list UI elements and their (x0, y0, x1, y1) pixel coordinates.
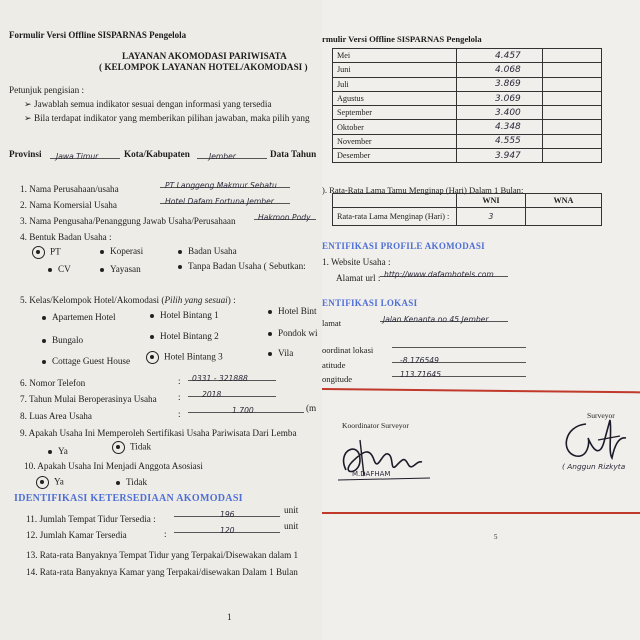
month-extra-cell[interactable] (543, 49, 602, 63)
option-tanpa-label: Tanpa Badan Usaha ( Sebutkan: (188, 261, 306, 271)
month-extra-cell[interactable] (543, 134, 602, 148)
heading-1: LAYANAN AKOMODASI PARIWISATA (122, 51, 287, 61)
option-badan-label: Badan Usaha (188, 246, 237, 256)
q4-label: 4. Bentuk Badan Usaha : (20, 232, 112, 242)
selected-radio-icon (36, 476, 49, 489)
q11-value: 196 (220, 510, 235, 519)
col-wni: WNI (457, 194, 526, 208)
bullet-icon (42, 316, 46, 320)
col-wna: WNA (525, 194, 601, 208)
longitude-label: ongitude (322, 374, 353, 384)
q12-unit: unit (284, 521, 299, 531)
form-title: rmulir Versi Offline SISPARNAS Pengelola (322, 34, 482, 44)
q8-unit: (m (306, 403, 317, 413)
bullet-icon (268, 332, 272, 336)
right-page (322, 0, 640, 640)
month-value: 3.400 (495, 107, 521, 118)
alamat-label: lamat (322, 318, 342, 328)
option-pt[interactable] (32, 246, 61, 259)
month-value: 4.348 (495, 122, 521, 133)
class-vila-label: Vila (278, 348, 294, 358)
table-row (333, 63, 602, 77)
q9-option-tidak[interactable] (112, 441, 151, 454)
instruction-1-text: Jawablah semua indikator sesuai dengan informasi yang tersedia (34, 99, 272, 109)
q1-value: PT Langgeng Makmur Sebatu (165, 181, 277, 190)
bullet-icon (268, 310, 272, 314)
q12-field[interactable] (174, 520, 280, 533)
class-bintang-2[interactable] (150, 331, 219, 342)
colon: : (178, 392, 181, 402)
table-row (333, 106, 602, 120)
city-value: Jember (209, 152, 236, 161)
q8-label: 8. Luas Area Usaha (20, 411, 92, 421)
signature-koordinator-name: M.DAFHAM (352, 470, 391, 478)
colon: : (178, 376, 181, 386)
q6-value: 0331 - 321888 (192, 374, 248, 383)
longitude-value: 113.71645 (400, 370, 442, 379)
selected-radio-icon (112, 441, 125, 454)
q10-option-tidak[interactable] (116, 477, 147, 488)
koordinat-label: oordinat lokasi (322, 345, 374, 355)
bullet-icon (178, 250, 182, 254)
colon: : (178, 409, 181, 419)
rata-table (332, 193, 602, 226)
rata-wni-cell[interactable] (457, 208, 526, 226)
month-value-cell[interactable] (457, 106, 543, 120)
section-lokasi: ENTIFIKASI LOKASI (322, 298, 418, 308)
red-divider-bottom (322, 512, 640, 514)
province-label: Provinsi (9, 149, 42, 159)
q13-label: 13. Rata-rata Banyaknya Tempat Tidur yang Terpakai/Disewakan dalam 1 (26, 550, 299, 560)
monthly-table (332, 48, 602, 163)
class-cottage-label: Cottage Guest House (52, 356, 131, 366)
month-extra-cell[interactable] (543, 106, 602, 120)
colon: : (164, 529, 167, 539)
month-label: November (333, 134, 457, 148)
q9-option-ya[interactable] (48, 446, 68, 457)
month-extra-cell[interactable] (543, 63, 602, 77)
table-row (333, 149, 602, 163)
class-bintang-2-label: Hotel Bintang 2 (160, 331, 219, 341)
option-tanpa-badan[interactable] (178, 261, 306, 272)
url-field[interactable] (380, 264, 508, 277)
month-label: Mei (333, 49, 457, 63)
rata-header-blank (333, 194, 457, 208)
bullet-icon (42, 339, 46, 343)
surveyor-label: Surveyor (587, 411, 615, 420)
bullet-icon (48, 268, 52, 272)
instruction-2 (24, 113, 310, 124)
q11-unit: unit (284, 505, 299, 515)
table-row (333, 120, 602, 134)
q9-tidak-label: Tidak (130, 441, 152, 452)
q-rata-label: ). Rata-Rata Lama Tamu Menginap (Hari) Dalam 1 Bulan: (322, 185, 524, 195)
month-value: 4.555 (495, 136, 521, 147)
q14-label: 14. Rata-rata Banyaknya Kamar yang Terpakai/disewakan Dalam 1 Bulan (26, 567, 298, 577)
q7-label: 7. Tahun Mulai Beroperasinya Usaha (20, 394, 157, 404)
q6-label: 6. Nomor Telefon (20, 378, 86, 388)
table-row (333, 91, 602, 105)
q3-field[interactable] (254, 207, 316, 220)
arrow-right-icon: ➢ (24, 113, 34, 123)
rata-row-label: Rata-rata Lama Menginap (Hari) : (333, 208, 457, 226)
option-koperasi-label: Koperasi (110, 246, 144, 256)
q3-label: 3. Nama Pengusaha/Penanggung Jawab Usaha/Perusahaan (20, 216, 236, 226)
bullet-icon (100, 250, 104, 254)
page-number: 5 (494, 533, 498, 541)
option-cv-label: CV (58, 264, 71, 274)
class-hotel-bintang[interactable] (268, 306, 317, 317)
class-hotel-bintang-label: Hotel Bint (278, 306, 317, 316)
q6-field[interactable] (188, 368, 276, 381)
month-value-cell[interactable] (457, 63, 543, 77)
bullet-icon (150, 335, 154, 339)
bullet-icon (150, 314, 154, 318)
bullet-icon (268, 352, 272, 356)
page-number: 1 (227, 612, 232, 622)
month-value-cell[interactable] (457, 91, 543, 105)
year-label: Data Tahun (270, 149, 317, 159)
class-bintang-3[interactable] (146, 351, 223, 364)
class-cottage[interactable] (42, 356, 130, 367)
option-yayasan-label: Yayasan (110, 264, 141, 274)
koordinat-field[interactable] (392, 335, 526, 348)
month-label: Agustus (333, 91, 457, 105)
table-row (333, 134, 602, 148)
month-label: Desember (333, 149, 457, 163)
q10-tidak-label: Tidak (126, 477, 148, 487)
q10-ya-label: Ya (54, 476, 64, 487)
class-bungalo[interactable] (42, 335, 83, 346)
city-label: Kota/Kabupaten (124, 149, 190, 159)
alamat-url-label: Alamat url : (336, 273, 381, 283)
selected-radio-icon (32, 246, 45, 259)
website-label: 1. Website Usaha : (322, 257, 391, 267)
option-cv[interactable] (48, 264, 71, 275)
month-value-cell[interactable] (457, 149, 543, 163)
bullet-icon (116, 481, 120, 485)
q2-value: Hotel Dafam Fortuna Jember (165, 197, 274, 206)
q12-label: 12. Jumlah Kamar Tersedia (26, 530, 127, 540)
class-apartemen-label: Apartemen Hotel (52, 312, 116, 322)
q5-text: 5. Kelas/Kelompok Hotel/Akomodasi ( (20, 295, 165, 305)
month-value-cell[interactable] (457, 77, 543, 91)
q5-end: ) : (227, 295, 236, 305)
class-bungalo-label: Bungalo (52, 335, 84, 345)
city-field[interactable] (197, 146, 267, 159)
month-value: 3.947 (495, 150, 521, 161)
option-koperasi[interactable] (100, 246, 143, 257)
option-pt-label: PT (50, 246, 61, 257)
class-pondok-label: Pondok wi (278, 328, 318, 338)
class-vila[interactable] (268, 348, 293, 359)
month-label: Oktober (333, 120, 457, 134)
signature-surveyor-name: ( Anggun Rizkyta (562, 462, 626, 471)
bullet-icon (48, 450, 52, 454)
month-label: September (333, 106, 457, 120)
latitude-field[interactable] (392, 350, 526, 363)
q9-ya-label: Ya (58, 446, 68, 456)
rata-wni-value: 3 (488, 212, 494, 222)
instruction-2-text: Bila terdapat indikator yang memberikan pilihan jawaban, maka pilih yang (34, 113, 310, 123)
province-field[interactable] (50, 146, 120, 159)
instruction-1 (24, 99, 272, 110)
latitude-value: -8.176549 (400, 356, 439, 365)
month-value-cell[interactable] (457, 120, 543, 134)
q12-value: 120 (220, 526, 235, 535)
longitude-field[interactable] (392, 364, 526, 377)
heading-2: ( KELOMPOK LAYANAN HOTEL/AKOMODASI ) (99, 62, 308, 72)
rata-wna-cell[interactable] (525, 208, 601, 226)
alamat-value: Jalan Kenanta no 45 Jember (383, 315, 489, 324)
class-apartemen[interactable] (42, 312, 116, 323)
month-value: 3.069 (495, 93, 521, 104)
q1-field[interactable] (160, 175, 290, 188)
q10-label: 10. Apakah Usaha Ini Menjadi Anggota Asosiasi (24, 461, 203, 471)
option-yayasan[interactable] (100, 264, 141, 275)
bullet-icon (178, 265, 182, 269)
q8-value: 1.700 (232, 406, 254, 415)
latitude-label: atitude (322, 360, 346, 370)
q8-field[interactable] (188, 400, 304, 413)
month-value-cell[interactable] (457, 134, 543, 148)
instructions-label: Petunjuk pengisian : (9, 85, 85, 95)
q5-italic: Pilih yang sesuai (164, 295, 228, 305)
bullet-icon (100, 268, 104, 272)
q9-label: 9. Apakah Usaha Ini Memperoleh Sertifikasi Usaha Pariwisata Dari Lemba (20, 428, 297, 438)
class-bintang-1[interactable] (150, 310, 219, 321)
selected-radio-icon (146, 351, 159, 364)
section-profile: ENTIFIKASI PROFILE AKOMODASI (322, 241, 485, 251)
class-bintang-3-label: Hotel Bintang 3 (164, 351, 223, 362)
month-value: 4.457 (495, 50, 521, 61)
alamat-field[interactable] (380, 309, 508, 322)
month-value-cell[interactable] (457, 49, 543, 63)
month-value: 3.869 (495, 79, 521, 90)
province-value: Jawa Timur (56, 152, 99, 161)
q2-field[interactable] (160, 191, 290, 204)
table-row (333, 77, 602, 91)
month-label: Juli (333, 77, 457, 91)
month-label: Juni (333, 63, 457, 77)
q10-option-ya[interactable] (36, 476, 64, 489)
q1-label: 1. Nama Perusahaan/usaha (20, 184, 119, 194)
q11-label: 11. Jumlah Tempat Tidur Tersedia : (26, 514, 156, 524)
class-bintang-1-label: Hotel Bintang 1 (160, 310, 219, 320)
q3-value: Hakmon Pody (258, 213, 311, 222)
month-extra-cell[interactable] (543, 91, 602, 105)
form-title: Formulir Versi Offline SISPARNAS Pengelola (9, 30, 187, 40)
q7-field[interactable] (188, 384, 276, 397)
month-value: 4.068 (495, 64, 521, 75)
q2-label: 2. Nama Komersial Usaha (20, 200, 117, 210)
url-value: http://www.dafamhotels.com (384, 270, 494, 279)
month-extra-cell[interactable] (543, 120, 602, 134)
section-ketersediaan: IDENTIFIKASI KETERSEDIAAN AKOMODASI (14, 493, 243, 504)
table-row (333, 49, 602, 63)
q11-field[interactable] (174, 504, 280, 517)
month-extra-cell[interactable] (543, 149, 602, 163)
koordinator-label: Koordinator Surveyor (342, 421, 409, 430)
month-extra-cell[interactable] (543, 77, 602, 91)
arrow-right-icon: ➢ (24, 99, 34, 109)
option-badan-usaha[interactable] (178, 246, 237, 257)
class-pondok[interactable] (268, 328, 318, 339)
bullet-icon (42, 360, 46, 364)
q7-value: 2018 (202, 390, 222, 399)
red-divider-top (322, 388, 640, 393)
q5-label (20, 295, 236, 306)
